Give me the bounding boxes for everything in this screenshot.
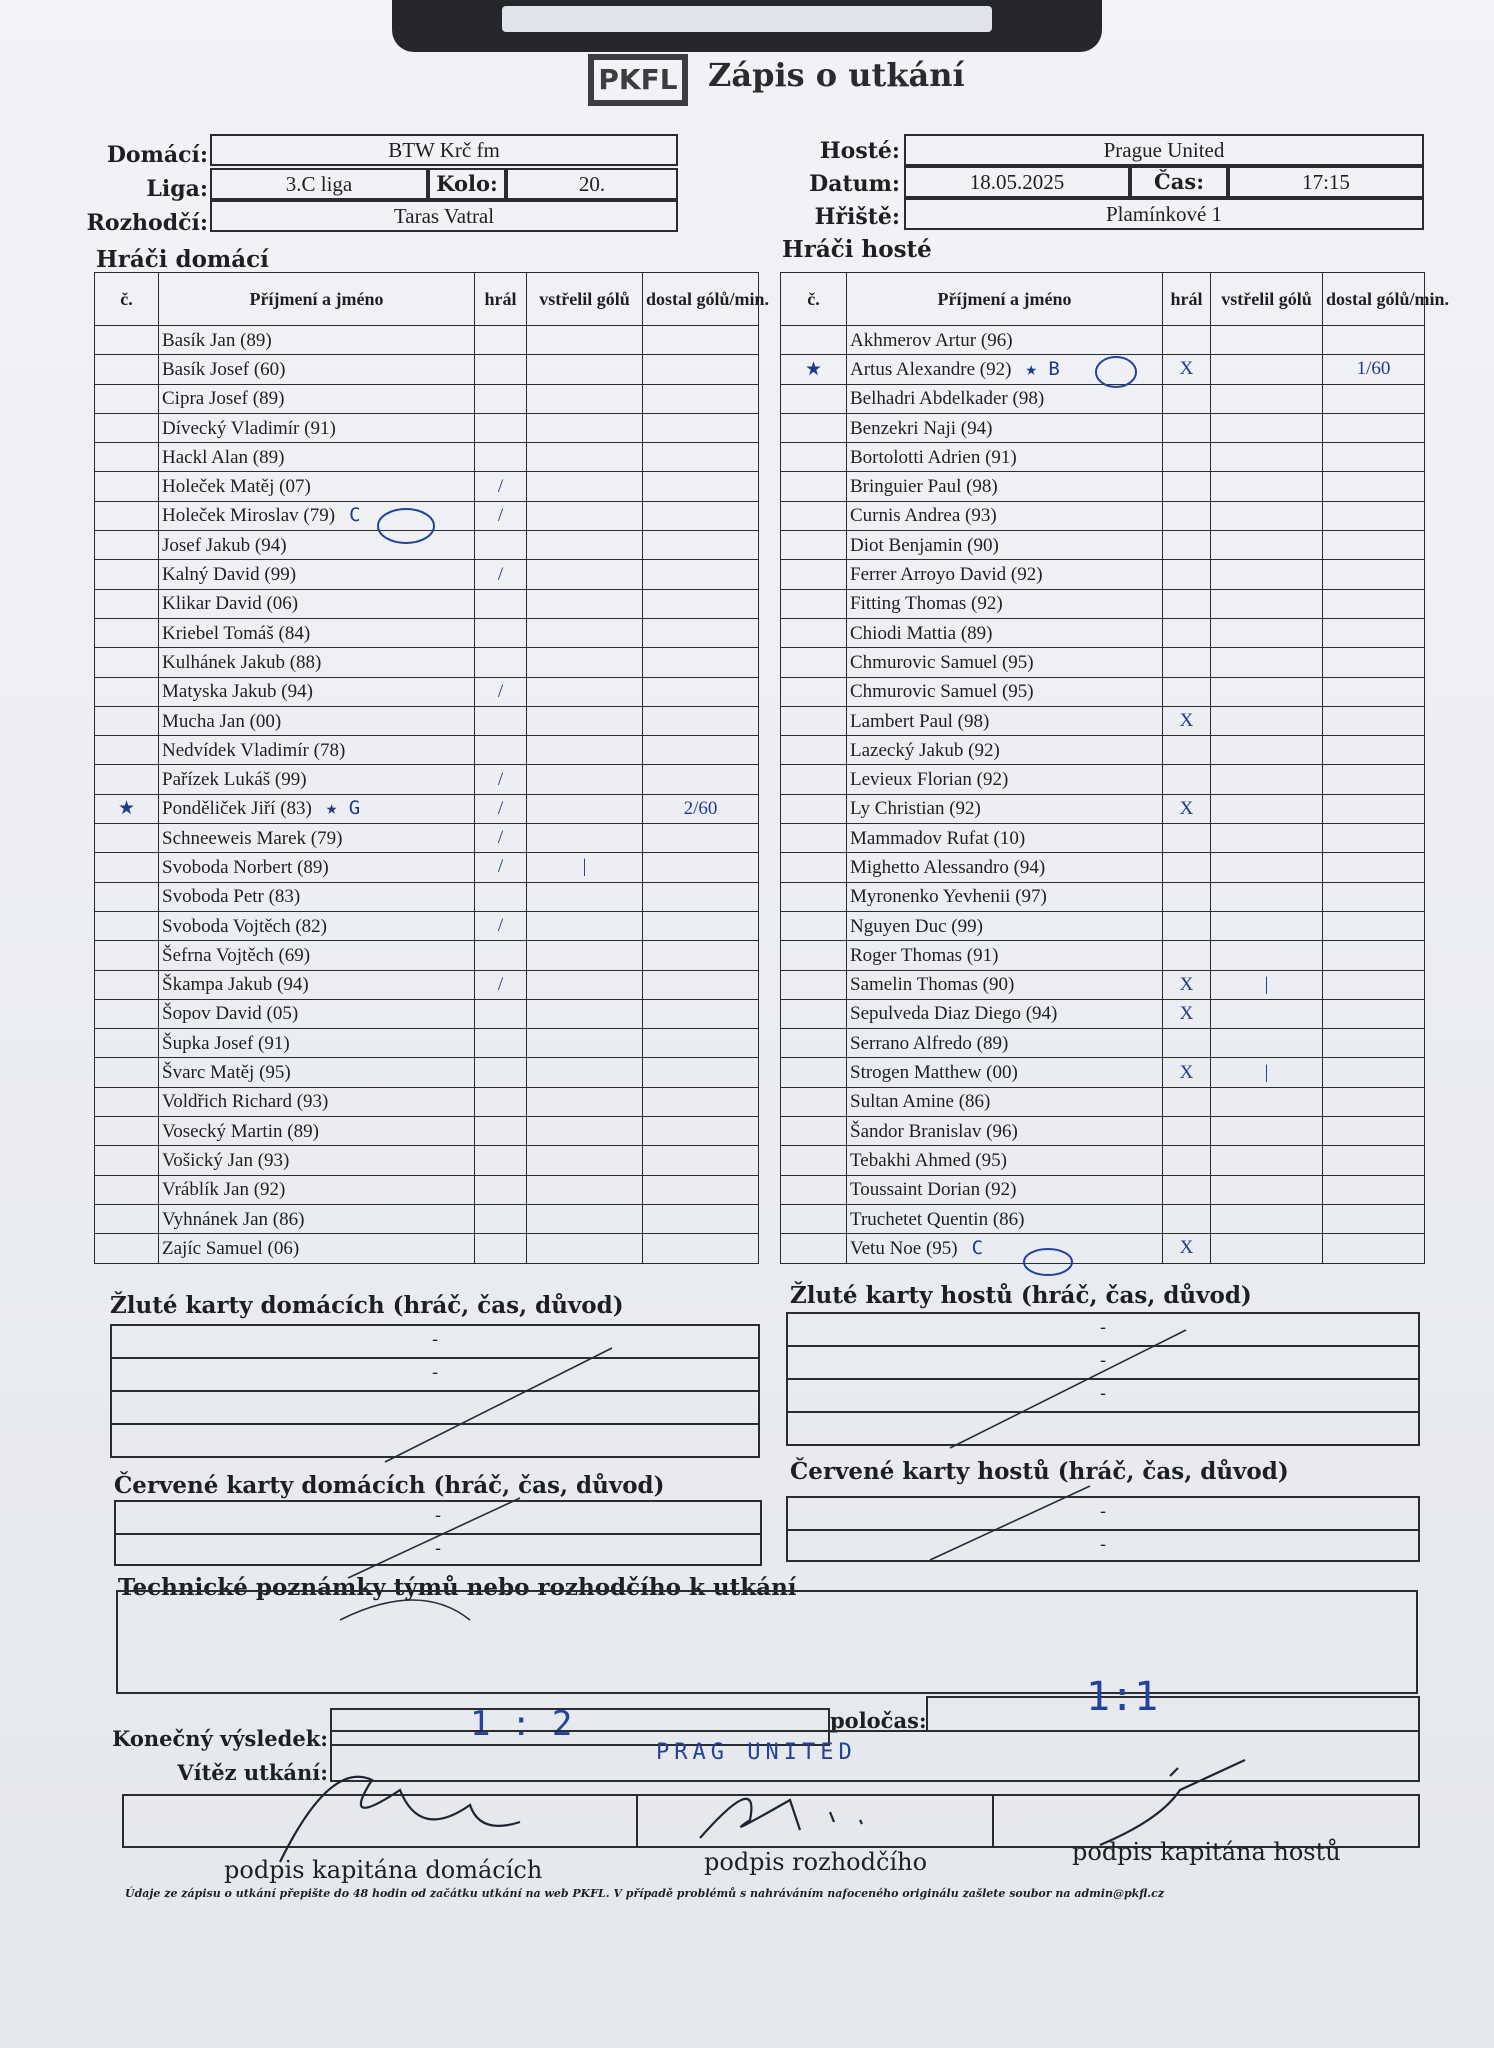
- halftime-label: poločas:: [830, 1708, 927, 1733]
- away-captain-signature: [1100, 1760, 1245, 1845]
- player-name-text: Chiodi Mattia (89): [850, 622, 993, 644]
- player-name-text: Belhadri Abdelkader (98): [850, 388, 1045, 410]
- player-name-text: Vyhnánek Jan (86): [162, 1208, 305, 1230]
- player-name-text: Bringuier Paul (98): [850, 476, 998, 498]
- home-red-title: Červené karty domácích (hráč, čas, důvod): [114, 1472, 665, 1499]
- player-name-text: Vosecký Martin (89): [162, 1120, 319, 1142]
- player-name-text: Šefrna Vojtěch (69): [162, 944, 311, 966]
- player-name-text: Nedvídek Vladimír (78): [162, 739, 346, 761]
- player-name-text: Pařízek Lukáš (99): [162, 769, 307, 791]
- player-name-text: Lazecký Jakub (92): [850, 739, 1000, 761]
- player-name-text: Vetu Noe (95): [850, 1237, 958, 1259]
- player-name-text: Dívecký Vladimír (91): [162, 417, 336, 439]
- player-name-text: Samelin Thomas (90): [850, 974, 1015, 996]
- played-cell: X: [1163, 794, 1211, 823]
- player-name-text: Švarc Matěj (95): [162, 1062, 291, 1084]
- player-name-text: Zajíc Samuel (06): [162, 1237, 300, 1259]
- played-cell: /: [475, 794, 527, 823]
- player-name-text: Fitting Thomas (92): [850, 593, 1003, 615]
- card-row: -: [788, 1347, 1418, 1380]
- player-name-text: Matyska Jakub (94): [162, 681, 313, 703]
- card-row: -: [788, 1314, 1418, 1347]
- home-players-title: Hráči domácí: [96, 246, 269, 273]
- referee-signature-label: podpis rozhodčího: [704, 1848, 928, 1876]
- player-name-text: Nguyen Duc (99): [850, 915, 983, 937]
- strike-line: [950, 1330, 1186, 1448]
- conceded-cell: 2/60: [643, 794, 759, 823]
- played-cell: /: [475, 853, 527, 882]
- goals-cell: |: [527, 853, 643, 882]
- played-cell: /: [475, 560, 527, 589]
- card-row: -: [112, 1326, 758, 1359]
- player-name-text: Benzekri Naji (94): [850, 417, 993, 439]
- played-cell: /: [475, 677, 527, 706]
- player-name-text: Truchetet Quentin (86): [850, 1208, 1025, 1230]
- col-name-header: Příjmení a jméno: [847, 273, 1163, 326]
- page-title: Zápis o utkání: [708, 56, 965, 94]
- player-mark: ★: [781, 355, 847, 384]
- col-goals-header: vstřelil gólů: [1211, 273, 1323, 326]
- player-name-text: Ly Christian (92): [850, 798, 981, 820]
- home-captain-signature-label: podpis kapitána domácích: [224, 1856, 543, 1884]
- player-name-text: Mammadov Rufat (10): [850, 827, 1026, 849]
- played-cell: X: [1163, 706, 1211, 735]
- card-row: -: [1099, 1534, 1107, 1555]
- player-name-text: Šupka Josef (91): [162, 1032, 290, 1054]
- player-name-text: Ponděliček Jiří (83): [162, 798, 312, 820]
- player-name-text: Basík Josef (60): [162, 358, 286, 380]
- played-cell: X: [1163, 970, 1211, 999]
- pitch-field: Plamínkové 1: [904, 198, 1424, 230]
- round-field: 20.: [506, 168, 678, 200]
- played-cell: X: [1163, 355, 1211, 384]
- player-note: ★ B: [1025, 357, 1060, 380]
- player-name-text: Škampa Jakub (94): [162, 974, 309, 996]
- referee-label: Rozhodčí:: [86, 210, 208, 236]
- player-name-text: Artus Alexandre (92): [850, 358, 1012, 380]
- player-name-text: Sepulveda Diaz Diego (94): [850, 1003, 1058, 1025]
- col-conceded-header: dostal gólů/min.: [643, 273, 759, 326]
- final-score-handwritten: 1 : 2: [470, 1704, 573, 1744]
- halftime-handwritten: 1:1: [1086, 1674, 1159, 1720]
- player-name-text: Holeček Miroslav (79): [162, 505, 336, 527]
- player-name-text: Holeček Matěj (07): [162, 476, 311, 498]
- player-name-text: Strogen Matthew (00): [850, 1062, 1018, 1084]
- player-name-text: Šandor Branislav (96): [850, 1120, 1018, 1142]
- player-name-text: Svoboda Vojtěch (82): [162, 915, 328, 937]
- goals-cell: |: [1211, 970, 1323, 999]
- home-label: Domácí:: [106, 142, 208, 168]
- player-name-text: Lambert Paul (98): [850, 710, 990, 732]
- player-mark: ★: [95, 794, 159, 823]
- date-label: Datum:: [809, 171, 900, 197]
- player-name-text: Vošický Jan (93): [162, 1149, 290, 1171]
- col-goals-header: vstřelil gólů: [527, 273, 643, 326]
- round-label: Kolo:: [428, 168, 506, 200]
- played-cell: /: [475, 501, 527, 530]
- player-note: ★ G: [325, 797, 361, 820]
- date-field: 18.05.2025: [904, 166, 1130, 198]
- league-field: 3.C liga: [210, 168, 428, 200]
- winner-label: Vítěz utkání:: [177, 1760, 328, 1785]
- player-name-text: Roger Thomas (91): [850, 944, 999, 966]
- played-cell: X: [1163, 1058, 1211, 1087]
- player-name-text: Kulhánek Jakub (88): [162, 651, 322, 673]
- league-label: Liga:: [146, 176, 208, 202]
- player-name-text: Myronenko Yevhenii (97): [850, 886, 1047, 908]
- player-name-text: Mucha Jan (00): [162, 710, 282, 732]
- captain-circle: [378, 509, 434, 543]
- strike-line: [348, 1498, 520, 1578]
- card-row: -: [434, 1538, 442, 1559]
- captain-circle: [1096, 357, 1136, 387]
- col-no-header: č.: [95, 273, 159, 326]
- strike-line: [385, 1348, 612, 1462]
- col-name-header: Příjmení a jméno: [159, 273, 475, 326]
- player-name-text: Cipra Josef (89): [162, 388, 285, 410]
- player-name-text: Basík Jan (89): [162, 329, 272, 351]
- player-name-text: Bortolotti Adrien (91): [850, 446, 1017, 468]
- player-name-text: Schneeweis Marek (79): [162, 827, 343, 849]
- winner-handwritten: PRAG UNITED: [656, 1740, 857, 1765]
- time-label: Čas:: [1130, 166, 1228, 198]
- player-name-text: Chmurovic Samuel (95): [850, 681, 1034, 703]
- played-cell: /: [475, 911, 527, 940]
- pkfl-logo: PKFL: [588, 54, 688, 106]
- player-name-text: Mighetto Alessandro (94): [850, 856, 1046, 878]
- footer-note: Údaje ze zápisu o utkání přepište do 48 hodin od začátku utkání na web PKFL. V případě problémů s nahráváním nafoceného originálu zašlete soubor na admin@pkfl.cz: [125, 1887, 1165, 1900]
- played-cell: /: [475, 970, 527, 999]
- strike-line: [930, 1486, 1090, 1560]
- col-played-header: hrál: [1163, 273, 1211, 326]
- col-conceded-header: dostal gólů/min.: [1323, 273, 1425, 326]
- pitch-label: Hřiště:: [814, 204, 900, 230]
- player-name-text: Sultan Amine (86): [850, 1091, 991, 1113]
- player-name-text: Šopov David (05): [162, 1003, 299, 1025]
- player-note: C: [349, 504, 361, 527]
- card-row: -: [788, 1380, 1418, 1413]
- player-note: C: [971, 1236, 984, 1259]
- captain-circle: [1024, 1249, 1072, 1275]
- player-name-text: Svoboda Petr (83): [162, 886, 301, 908]
- referee-field: Taras Vatral: [210, 200, 678, 232]
- player-name-text: Diot Benjamin (90): [850, 534, 999, 556]
- player-name-text: Ferrer Arroyo David (92): [850, 564, 1043, 586]
- player-name-text: Hackl Alan (89): [162, 446, 285, 468]
- player-name-text: Tebakhi Ahmed (95): [850, 1149, 1007, 1171]
- away-yellow-title: Žluté karty hostů (hráč, čas, důvod): [790, 1282, 1252, 1309]
- home-team-field: BTW Krč fm: [210, 134, 678, 166]
- away-captain-signature-label: podpis kapitána hostů: [1072, 1838, 1341, 1866]
- final-result-label: Konečný výsledek:: [112, 1726, 328, 1751]
- away-label: Hosté:: [819, 138, 900, 164]
- home-yellow-title: Žluté karty domácích (hráč, čas, důvod): [110, 1292, 624, 1319]
- player-name-text: Kriebel Tomáš (84): [162, 622, 311, 644]
- played-cell: /: [475, 765, 527, 794]
- played-cell: X: [1163, 1234, 1211, 1263]
- conceded-cell: 1/60: [1323, 355, 1425, 384]
- card-row: -: [112, 1359, 758, 1392]
- card-row: -: [116, 1502, 760, 1535]
- home-captain-signature: [280, 1777, 520, 1862]
- away-team-field: Prague United: [904, 134, 1424, 166]
- player-name-text: Voldřich Richard (93): [162, 1091, 329, 1113]
- player-name-text: Klikar David (06): [162, 593, 299, 615]
- player-name-text: Chmurovic Samuel (95): [850, 651, 1034, 673]
- goals-cell: |: [1211, 1058, 1323, 1087]
- player-name-text: Vráblík Jan (92): [162, 1179, 286, 1201]
- player-name-text: Josef Jakub (94): [162, 534, 287, 556]
- notes-title: Technické poznámky týmů nebo rozhodčího k utkání: [118, 1574, 797, 1601]
- player-name-text: Curnis Andrea (93): [850, 505, 997, 527]
- card-row: -: [788, 1498, 1418, 1531]
- played-cell: /: [475, 824, 527, 853]
- player-name-text: Toussaint Dorian (92): [850, 1179, 1017, 1201]
- player-name-text: Svoboda Norbert (89): [162, 856, 329, 878]
- player-name-text: Serrano Alfredo (89): [850, 1032, 1009, 1054]
- strike-line: [340, 1600, 470, 1620]
- referee-signature: [700, 1799, 862, 1838]
- player-name-text: Akhmerov Artur (96): [850, 329, 1013, 351]
- col-no-header: č.: [781, 273, 847, 326]
- played-cell: X: [1163, 999, 1211, 1028]
- away-red-title: Červené karty hostů (hráč, čas, důvod): [790, 1458, 1289, 1485]
- time-field: 17:15: [1228, 166, 1424, 198]
- away-players-title: Hráči hosté: [782, 236, 932, 263]
- col-played-header: hrál: [475, 273, 527, 326]
- played-cell: /: [475, 472, 527, 501]
- player-name-text: Levieux Florian (92): [850, 769, 1009, 791]
- player-name-text: Kalný David (99): [162, 564, 297, 586]
